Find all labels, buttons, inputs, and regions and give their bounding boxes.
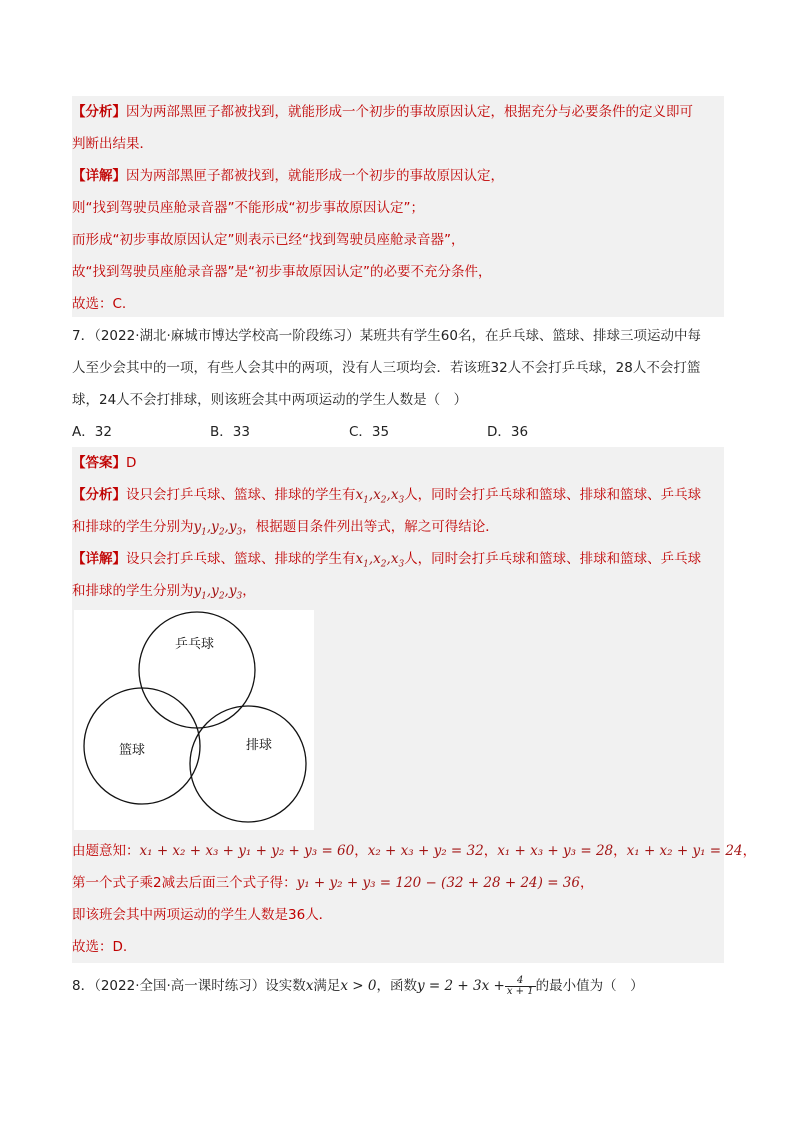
q7-analysis-line1: 【分析】设只会打乒乓球、篮球、排球的学生有$x_1,x_2,x_3$人，同时会打乒乓球和篮球、排球和篮球、乒乓球 xyxy=(72,487,702,506)
equation-1: x₁ + x₂ + x₃ + y₁ + y₂ + y₃ = 60 xyxy=(139,843,355,859)
q7-line3: 球，24人不会打排球，则该班会其中两项运动的学生人数是（ ） xyxy=(72,392,468,408)
conclusion-line: 即该班会其中两项运动的学生人数是36人． xyxy=(72,907,333,923)
detail-tag: 【详解】 xyxy=(72,168,126,184)
q7-choose-line: 故选：D. xyxy=(72,939,128,955)
equation-2: x₂ + x₃ + y₂ = 32 xyxy=(367,843,484,859)
label-basketball: 篮球 xyxy=(119,743,146,758)
q7-solution-block xyxy=(72,447,757,963)
q8-var-x: x xyxy=(305,978,314,994)
analysis-tag: 【分析】 xyxy=(72,104,126,120)
prev-solution-block xyxy=(72,96,724,317)
equation-3: x₁ + x₃ + y₃ = 28 xyxy=(497,843,614,859)
conclusion-number: 36 xyxy=(288,907,306,923)
prev-detail-line3: 而形成“初步事故原因认定”则表示已经“找到驾驶员座舱录音器”， xyxy=(72,232,465,248)
circle-pingpong xyxy=(139,612,255,728)
prev-detail-line1: 【详解】因为两部黑匣子都被找到，就能形成一个初步的事故原因认定， xyxy=(72,168,504,184)
question-8 xyxy=(72,968,724,1004)
calc-equation: y₁ + y₂ + y₃ = 120 − (32 + 28 + 24) = 36 xyxy=(296,875,580,891)
option-c: C．35 xyxy=(349,424,390,440)
option-b: B．33 xyxy=(210,424,250,440)
venn-diagram xyxy=(74,610,314,830)
q7-detail-line2: 和排球的学生分别为$y_1,y_2,y_3$， xyxy=(72,583,256,602)
calc-line: 第一个式子乘2减去后面三个式子得：y₁ + y₂ + y₃ = 120 − (32 + 28 + 24) = 36， xyxy=(72,875,594,891)
q7-detail-line1: 【详解】设只会打乒乓球、篮球、排球的学生有$x_1,x_2,x_3$人，同时会打乒乓球和篮球、排球和篮球、乒乓球 xyxy=(72,551,702,570)
prev-detail-line4: 故“找到驾驶员座舱录音器”是“初步事故原因认定”的必要不充分条件， xyxy=(72,264,492,280)
q8-condition: x > 0 xyxy=(340,978,377,994)
equation-4: x₁ + x₂ + y₁ = 24 xyxy=(626,843,743,859)
prev-choose-line: 故选：C. xyxy=(72,296,127,312)
option-d: D．36 xyxy=(487,424,529,440)
equations-line: 由题意知：x₁ + x₂ + x₃ + y₁ + y₂ + y₃ = 60，x₂ + x₃ + y₂ = 32，x₁ + x₃ + y₃ = 28，x₁ + x₂ + y₁ = 24， xyxy=(72,843,757,859)
question-7 xyxy=(72,320,724,448)
prev-analysis-line1: 【分析】因为两部黑匣子都被找到，就能形成一个初步的事故原因认定，根据充分与必要条件的定义即可 xyxy=(72,104,693,120)
q7-analysis-line2: 和排球的学生分别为$y_1,y_2,y_3$，根据题目条件列出等式，解之可得结论． xyxy=(72,519,499,538)
q7-line1: 7．（2022·湖北·麻城市博达学校高一阶段练习）某班共有学生60名，在乒乓球、篮球、排球三项运动中每 xyxy=(72,328,701,344)
y-vars: $y_1,y_2,y_3$ xyxy=(193,519,243,538)
q7-line2: 人至少会其中的一项，有些人会其中的两项，没有人三项均会．若该班32人不会打乒乓球，28人不会打篮 xyxy=(72,360,701,376)
q7-options xyxy=(72,416,724,448)
answer-value: D xyxy=(126,455,137,471)
answer-line: 【答案】D xyxy=(72,455,137,471)
q8-fraction: $\frac{4}{x + 1}$ xyxy=(506,974,534,997)
label-pingpong: 乒乓球 xyxy=(175,637,215,652)
x-vars: $x_1,x_2,x_3$ xyxy=(355,487,405,506)
option-a: A．32 xyxy=(72,424,112,440)
prev-detail-line2: 则“找到驾驶员座舱录音器”不能形成“初步事故原因认定”； xyxy=(72,200,424,216)
circle-volleyball xyxy=(190,706,306,822)
prev-analysis-line2: 判断出结果． xyxy=(72,136,153,152)
q8-function: y = 2 + 3x + xyxy=(417,978,505,994)
q7-equations xyxy=(72,835,757,963)
venn-svg xyxy=(74,610,314,830)
q8-line1: 8．（2022·全国·高一课时练习）设实数x满足x > 0，函数y = 2 + 3x + $\frac{4}{x + 1}$ 的最小值为（ ） xyxy=(72,974,644,997)
label-volleyball: 排球 xyxy=(246,738,273,753)
